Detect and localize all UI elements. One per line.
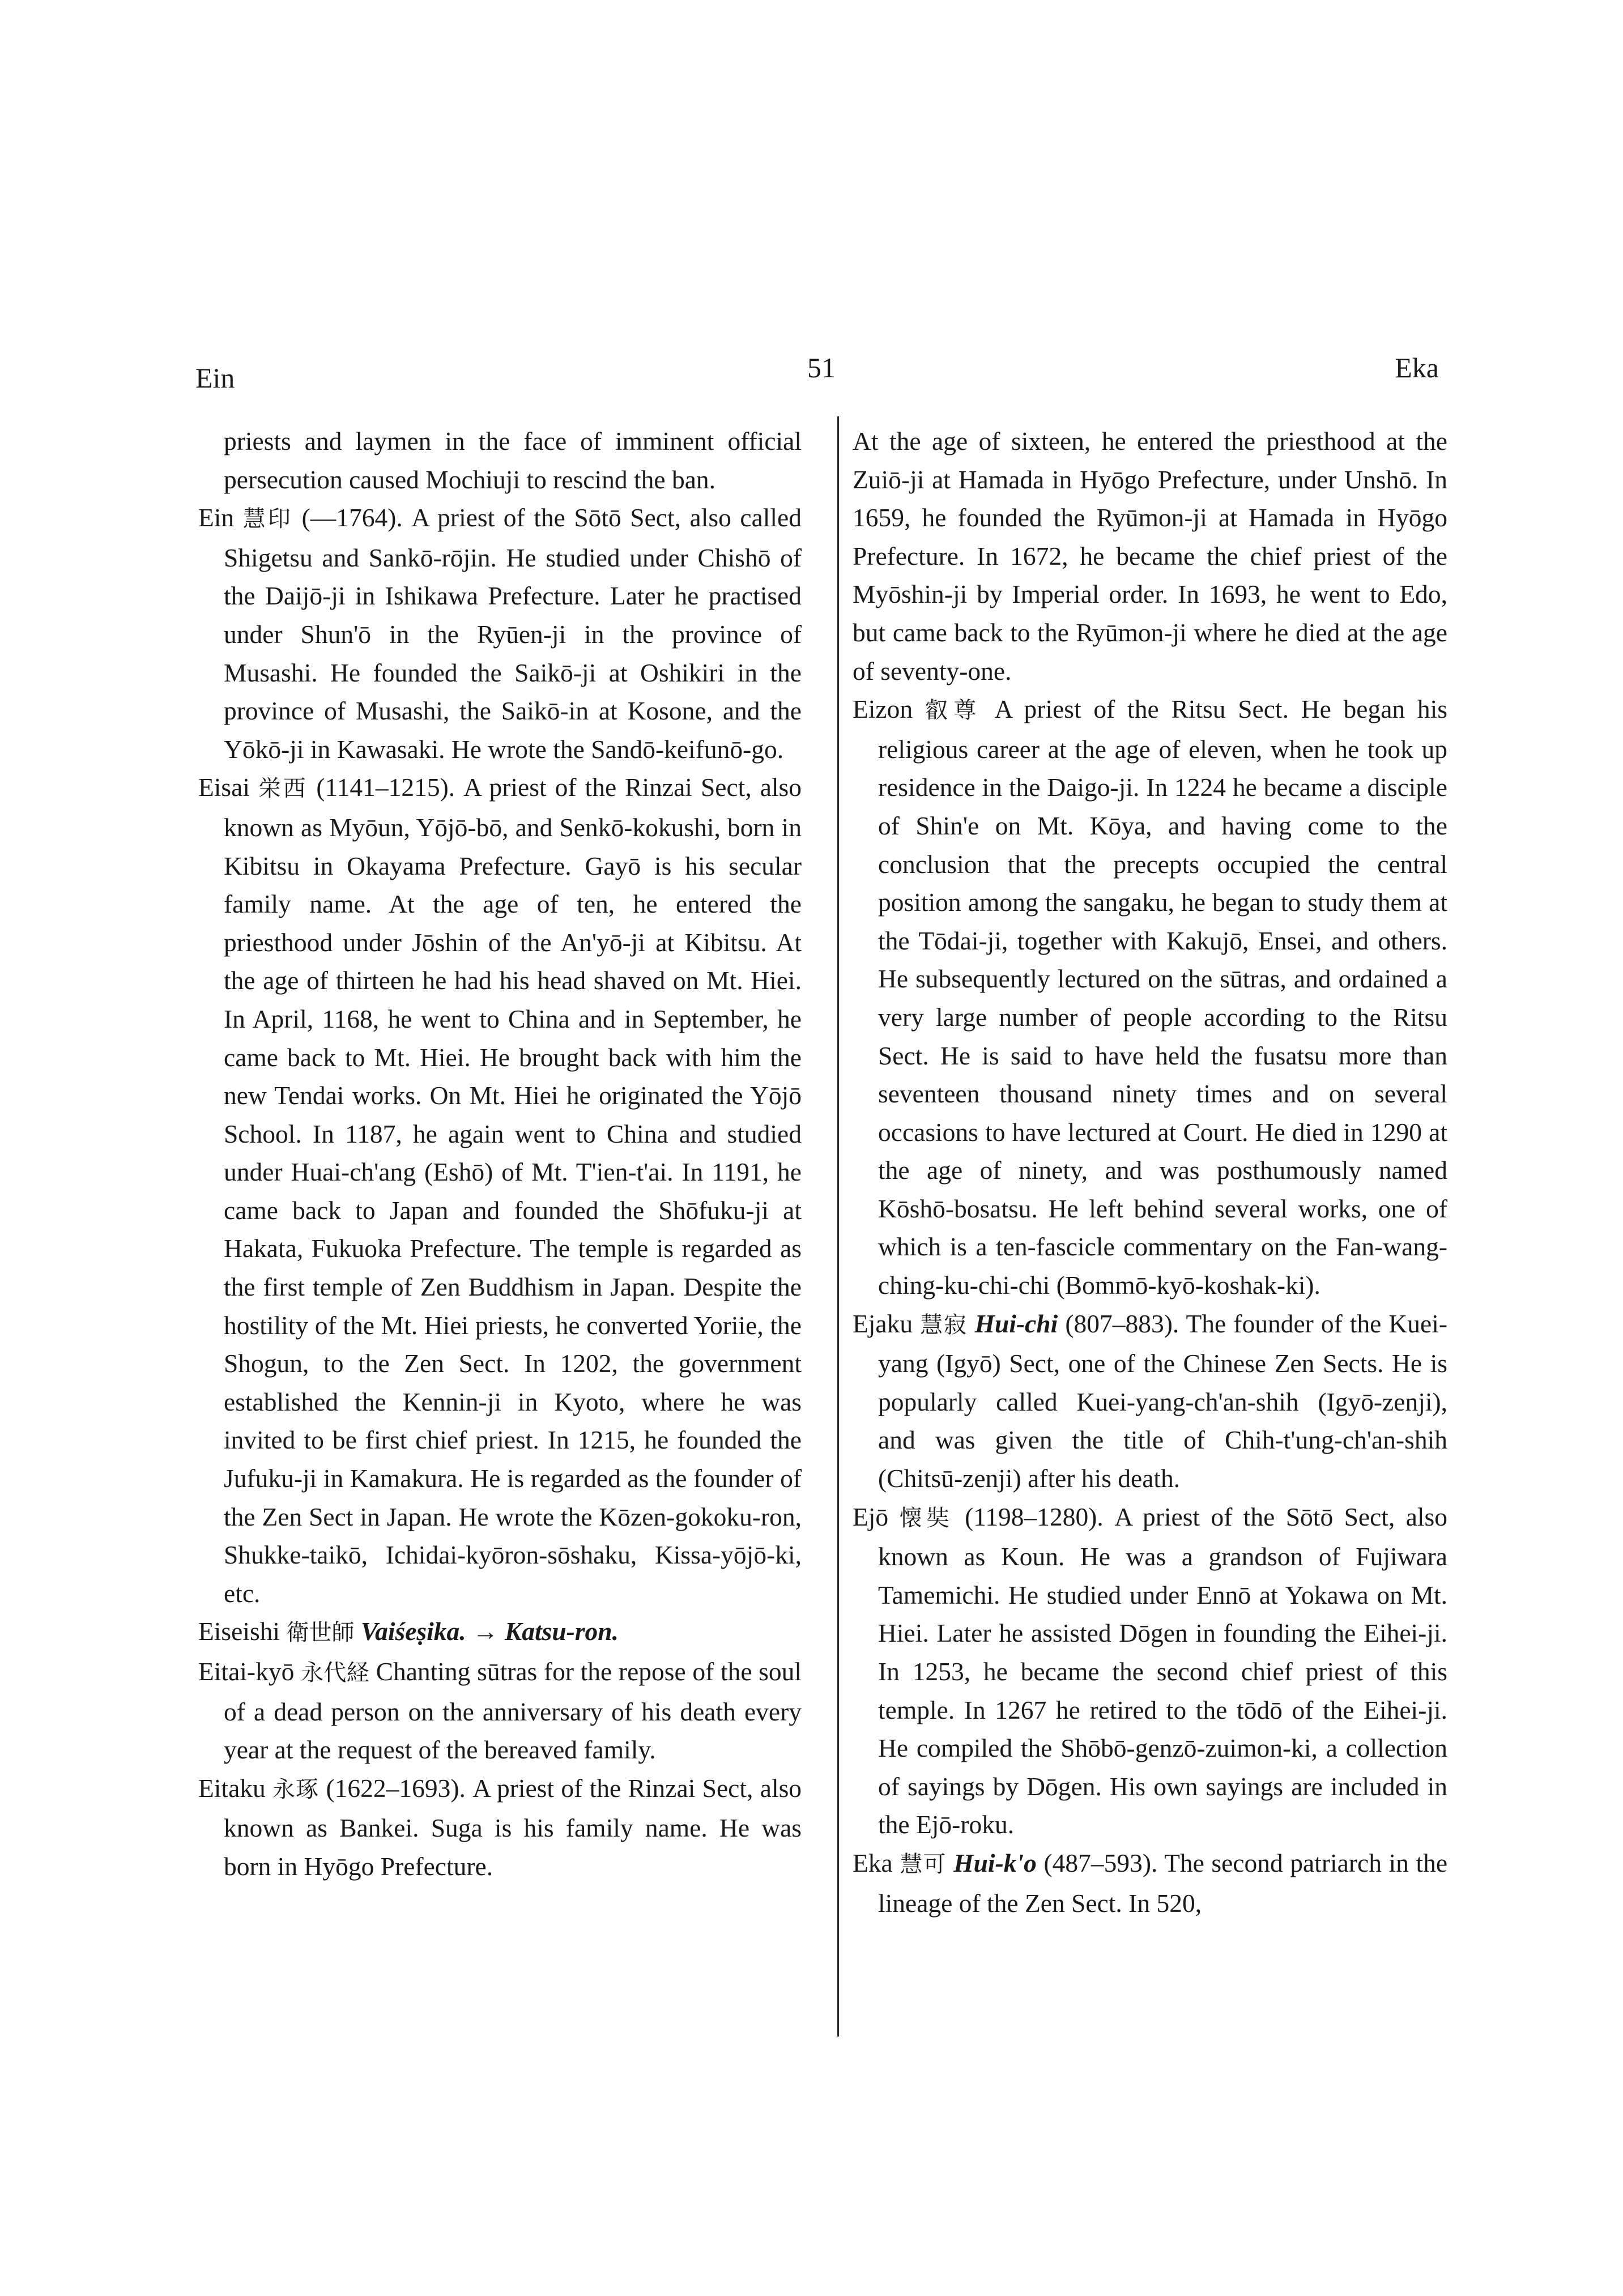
continued-text: priests and laymen in the face of imminent official persecution caused Mochiuji to rescind the ban. xyxy=(224,427,802,494)
dates: (487–593). xyxy=(1043,1848,1158,1877)
entry-body: Chanting sūtras for the repose of the soul of a dead person on the anniversary of his death every year at the request of the bereaved family. xyxy=(224,1657,802,1765)
kanji: 衛世師 xyxy=(286,1620,355,1646)
kanji: 懐奘 xyxy=(899,1505,954,1531)
entry-ein xyxy=(198,499,802,768)
entry-ejaku xyxy=(853,1305,1447,1498)
headword: Ejō xyxy=(853,1502,889,1531)
page-header xyxy=(195,351,1439,402)
entry-eizon xyxy=(853,690,1447,1305)
entry-body: The second patriarch in the lineage of the Zen Sect. In 520, xyxy=(878,1848,1448,1918)
headword: Eizon xyxy=(853,695,913,724)
entry-ejo xyxy=(853,1498,1447,1844)
headword: Eka xyxy=(853,1848,893,1877)
dates: (—1764). xyxy=(301,503,403,533)
chinese-name: Hui-chi xyxy=(974,1309,1058,1338)
dates: (1198–1280). xyxy=(965,1502,1104,1531)
entry-eitai-kyo xyxy=(198,1652,802,1769)
cross-reference: → Katsu-ron. xyxy=(472,1617,619,1646)
kanji: 叡尊 xyxy=(925,697,982,724)
entry-body: A priest of the Rinzai Sect, also known as Bankei. Suga is his family name. He was born in Hyōgo Prefecture. xyxy=(224,1773,802,1881)
headword: Eisai xyxy=(198,773,250,802)
chinese-name: Hui-k'o xyxy=(953,1848,1037,1877)
entry-body: A priest of the Ritsu Sect. He began his religious career at the age of eleven, when he took up residence in the Daigo-ji. In 1224 he became a disciple of Shin'e on Mt. Kōya, and having come to the conclusion that the precepts occupied the central position among the sangaku, he began to study them at the Tōdai-ji, together with Kakujō, Ensei, and others. He subsequently lectured on the sūtras, and ordained a very large number of people according to the Ritsu Sect. He is said to have held the fusatsu more than seventeen thousand ninety times and on several occasions to have lectured at Court. He died in 1290 at the age of ninety, and was posthumously named Kōshō-bosatsu. He left behind several works, one of which is a ten-fascicle commentary on the Fan-wang-ching-ku-chi-chi (Bommō-kyō-koshak-ki). xyxy=(878,695,1448,1300)
kanji: 慧寂 xyxy=(920,1311,968,1338)
dates: (1622–1693). xyxy=(326,1773,466,1803)
entry-eitaku xyxy=(198,1769,802,1886)
entry-body: A priest of the Sōtō Sect, also known as Koun. He was a grandson of Fujiwara Tamemichi. He studied under Ennō at Yokawa on Mt. Hiei. Later he assisted Dōgen in founding the Eihei-ji. In 1253, he became the second chief priest of this temple. In 1267 he retired to the tōdō of the Eihei-ji. He compiled the Shōbō-genzō-zuimon-ki, a collection of sayings by Dōgen. His own sayings are included in the Ejō-roku. xyxy=(878,1502,1448,1839)
entry-eka xyxy=(853,1844,1447,1922)
entry-eiseishi xyxy=(198,1612,802,1652)
headword: Eiseishi xyxy=(198,1617,280,1646)
kanji: 永代経 xyxy=(301,1660,369,1686)
headword: Eitaku xyxy=(198,1773,266,1803)
entry-eisai xyxy=(198,768,802,1612)
dates: (807–883). xyxy=(1065,1309,1179,1338)
headword: Ein xyxy=(198,503,235,533)
continued-text: At the age of sixteen, he entered the priesthood at the Zuiō-ji at Hamada in Hyōgo Prefecture, under Unshō. In 1659, he founded the Ryūmon-ji at Hamada in Hyōgo Prefecture. In 1672, he became the chief priest of the Myōshin-ji by Imperial order. In 1693, he went to Edo, but came back to the Ryūmon-ji where he died at the age of seventy-one. xyxy=(853,427,1447,685)
kanji: 慧印 xyxy=(242,506,293,533)
entry-body: The founder of the Kuei-yang (Igyō) Sect, one of the Chinese Zen Sects. He is popularly called Kuei-yang-ch'an-shih (Igyō-zenji), and was given the title of Chih-t'ung-ch'an-shih (Chitsū-zenji) after his death. xyxy=(878,1309,1448,1493)
entry-body: Vaiśeṣika. xyxy=(360,1617,466,1646)
headword: Ejaku xyxy=(853,1309,913,1338)
entry-body: A priest of the Sōtō Sect, also called Shigetsu and Sankō-rōjin. He studied under Chishō of the Daijō-ji in Ishikawa Prefecture. Later he practised under Shun'ō in the Ryūen-ji in the province of Musashi. He founded the Saikō-ji at Oshikiri in the province of Musashi, the Saikō-in at Kosone, and the Yōkō-ji in Kawasaki. He wrote the Sandō-keifunō-go. xyxy=(224,503,802,764)
dates: (1141–1215). xyxy=(316,773,455,802)
left-guide-word: Ein xyxy=(195,362,235,394)
left-column xyxy=(198,422,802,1886)
right-guide-word: Eka xyxy=(1395,352,1439,384)
headword: Eitai-kyō xyxy=(198,1657,295,1686)
right-column xyxy=(853,422,1447,1922)
entry-body: A priest of the Rinzai Sect, also known as Myōun, Yōjō-bō, and Senkō-kokushi, born in Kibitsu in Okayama Prefecture. Gayō is his secular family name. At the age of ten, he entered the priesthood under Jōshin of the An'yō-ji at Kibitsu. At the age of thirteen he had his head shaved on Mt. Hiei. In April, 1168, he went to China and in September, he came back to Mt. Hiei. He brought back with him the new Tendai works. On Mt. Hiei he originated the Yōjō School. In 1187, he again went to China and studied under Huai-ch'ang (Eshō) of Mt. T'ien-t'ai. In 1191, he came back to Japan and founded the Shōfuku-ji at Hakata, Fukuoka Prefecture. The temple is regarded as the first temple of Zen Buddhism in Japan. Despite the hostility of the Mt. Hiei priests, he converted Yoriie, the Shogun, to the Zen Sect. In 1202, the government established the Kennin-ji in Kyoto, where he was invited to be first chief priest. In 1215, he founded the Jufuku-ji in Kamakura. He is regarded as the founder of the Zen Sect in Japan. He wrote the Kōzen-gokoku-ron, Shukke-taikō, Ichidai-kyōron-sōshaku, Kissa-yōjō-ki, etc. xyxy=(224,773,802,1608)
page-number: 51 xyxy=(807,352,836,384)
kanji: 栄西 xyxy=(258,776,308,802)
column-divider xyxy=(837,416,839,2037)
kanji: 慧可 xyxy=(900,1851,947,1877)
kanji: 永琢 xyxy=(272,1776,320,1803)
